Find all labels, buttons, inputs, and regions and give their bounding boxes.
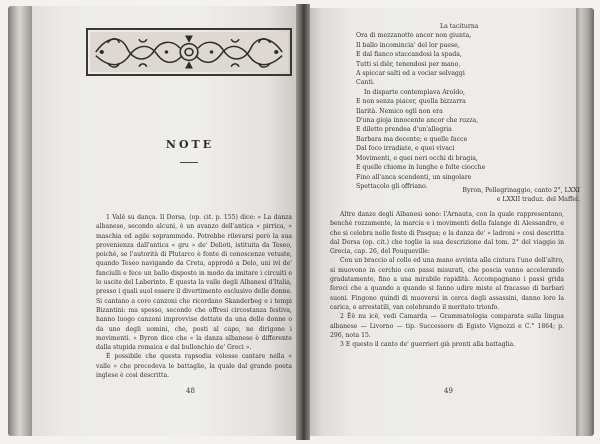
- verse-line: In disparte contemplava Aroldo,: [364, 88, 465, 96]
- note-paragraph: 1 Valê su dança. Il Dorsa, (op. cit. p. 155) dice: « La danza albanese, secondo alcuni, è un avanzo dell'antica « pirrica, » maschia ed agile soprammodo. Potrebbe rilevarsi però la sua provenienza dall'antica « gru » de' Delioti, istituita da Teseo, poichè, se l'autorità di Plutarco è fonte di conoscenze vetuste, quando Teseo navigando da Creta, approdò a Delo, uni ivi de' fanciulli e fece un ballo disposto in modo da imitare i circuiti e le uscite del Laberinto. È questa la valle degli Albanesi d'Italia, presso i quali suol essere il divertimento esclusivo delle donne. Si cantano a coro canzoni che ricordano Skanderbeg e i tempi Bizantini: ma spesso, secondo che offresi circostanza festiva, hanno luogo canzoni improvvise dettate da una delle donne o da uno degli uomini, che, posti al capo, ne dirigono i movimenti. » Byron dice che « la danza albanese è differente dalla stupida romaica e dal bullonchio de' Greci ».: [96, 214, 292, 352]
- section-title: NOTE: [165, 138, 215, 151]
- verse-line: E quelle chiome in lunghe e folte ciocche: [356, 164, 486, 172]
- left-note-text: [96, 213, 292, 380]
- attribution-line: Byron, Pellegrinaggio, canto 2°, LXXI: [462, 187, 580, 194]
- verse-line: Ilarità. Nemico egli non era: [356, 107, 443, 115]
- right-page-number: 49: [444, 387, 453, 395]
- book-gutter: [296, 4, 310, 440]
- verse-line: La taciturna: [440, 23, 479, 30]
- verse-line: Dal foco irradiate, e quei vivaci: [356, 145, 455, 153]
- note-paragraph: Con un braccio al collo ed una mano avvinta alla cintura l'uno dell'altro, si muovono in cerchio con passi misurati, che poscia vanno accelerando gradatamente, fino a una mirabile rapidità. Accompagnano i passi grida feroci che a quando a quando si fanno udire miste al fracasso di barbari suoni. Fingono quindi di muoversi in cerca degli assassini, danno loro la carica, e arrestatili, van celebrando il meritato trionfo.: [330, 257, 564, 311]
- verse-line: Ora di mezzanotte ancor non giunta,: [356, 32, 472, 40]
- note-paragraph: 3 E questo il canto de' guerrieri già pronti alla battaglia.: [340, 341, 516, 349]
- note-paragraph: Altre danze degli Albanesi sono: l'Arnauta, con la quale rappresentano, benchè rozzamente, la marcia e i movimenti della falange di Alessandro, e che si celebra nelle feste di Pasqua; e la danza de' « ladroni » così descritta dal Dorsa (op. cit.) che toglie la sua descrizione dal tom. 2° del viaggio in Grecia, cap. 26, del Pouqueville:: [330, 211, 564, 256]
- verse-line: Il ballo incomincia' del lor paese,: [356, 41, 460, 49]
- verse-line: Fino all'anca scendenti, un singolare: [356, 173, 472, 181]
- attribution-line: e LXXII traduz. del Maffei.: [496, 196, 580, 204]
- note-paragraph: 2 Ëë nu icë, vedi Camarda — Grammatologia comparata sulla lingua albanese — Livorno — tip. Successore di Egisto Vignozzi e C.° 1864; p. 296, nota 15.: [330, 313, 564, 339]
- note-paragraph: È possibile che questa rapsodia volesse cantare nella « valle » che precedeva le battaglie, la quale dal grande poeta inglese è così descritta.: [96, 353, 292, 380]
- verse-attribution: [420, 186, 580, 205]
- right-book-edge: [574, 8, 594, 436]
- right-note-text: [330, 210, 564, 349]
- verse-line: Tutti si diêr, tenendosi per mano,: [356, 60, 461, 68]
- verse-line: E diletto prendea d'un'allegria: [356, 126, 452, 134]
- verse-line: E non senza piacer, quella bizzarra: [356, 98, 466, 106]
- verse-line: Barbara ma decente; e quelle facce: [356, 135, 468, 143]
- decorative-ornament-icon: [86, 28, 292, 76]
- left-book-edge: [8, 6, 34, 436]
- title-rule: [180, 162, 198, 163]
- verse-line: Spettacolo gli offriano.: [356, 182, 428, 190]
- verse-line: Canti.: [356, 79, 375, 87]
- verse-line: Movimenti, e quei neri occhi di bragia,: [356, 154, 478, 162]
- verse-block: [356, 22, 546, 191]
- verse-line: D'una gioja innocente ancor che rozza,: [356, 117, 479, 125]
- verse-line: A spiccar salti ed a vociar selvaggi: [356, 70, 465, 78]
- left-page-number: 48: [186, 387, 195, 395]
- verse-line: E dal fianco staccandosi la spada,: [356, 51, 462, 59]
